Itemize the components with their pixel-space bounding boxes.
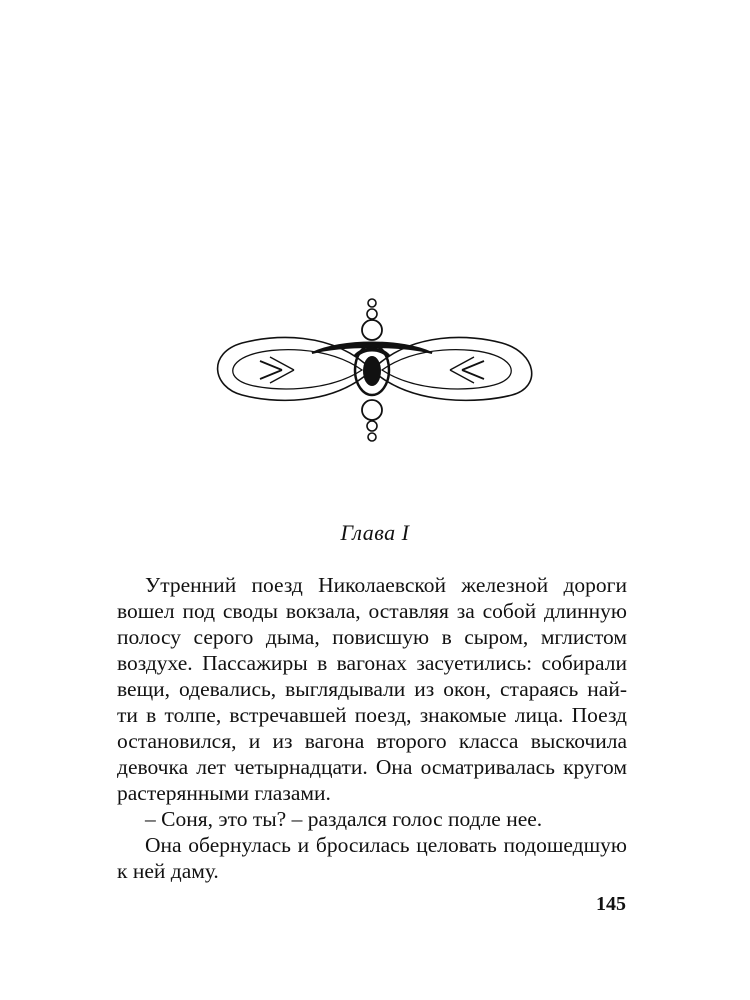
chapter-ornament-eye-icon: [212, 295, 542, 445]
text-line: – Соня, это ты? – раздался голос подле нее.: [145, 807, 543, 831]
text-line: полосу серого дыма, повисшую в сыром, мглистом: [117, 625, 627, 649]
text-line: Утренний поезд Николаевской железной дороги: [145, 573, 627, 597]
text-line: Она обернулась и бросилась целовать подошедшую: [145, 833, 627, 857]
text-line: девочка лет четырнадцати. Она осматривалась кругом: [117, 755, 627, 779]
text-line: остановился, и из вагона второго класса выскочила: [117, 729, 627, 753]
text-line: к ней даму.: [117, 859, 219, 883]
text-line: воздухе. Пассажиры в вагонах засуетились: собирали: [117, 651, 627, 675]
text-line: вошел под своды вокзала, оставляя за собой длинную: [117, 599, 627, 623]
chapter-title: Глава I: [340, 520, 410, 545]
text-line: вещи, одевались, выглядывали из окон, стараясь най-: [117, 677, 627, 701]
text-line: растерянными глазами.: [117, 781, 331, 805]
body-text: [117, 572, 627, 884]
page-number: 145: [596, 893, 626, 915]
text-line: ти в толпе, встречавшей поезд, знакомые лица. Поезд: [117, 703, 627, 727]
